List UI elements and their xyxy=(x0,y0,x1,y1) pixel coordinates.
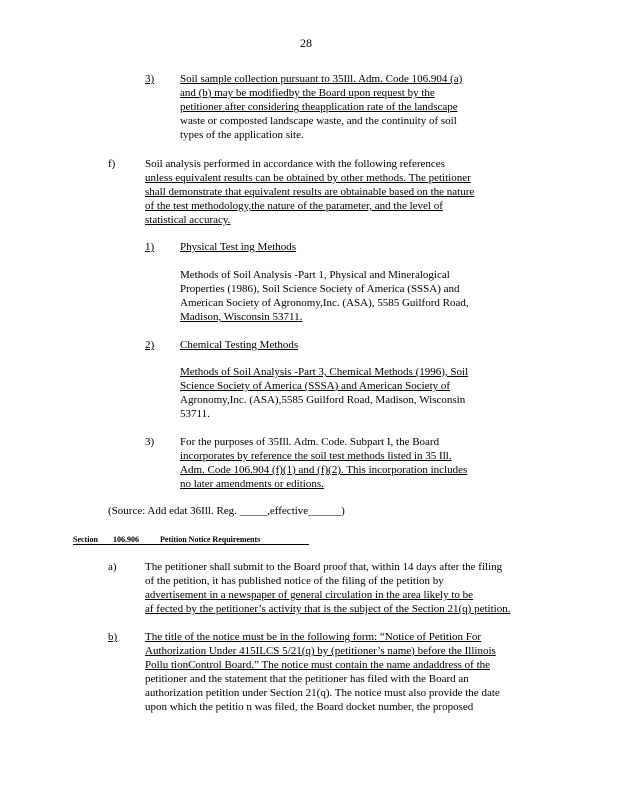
text-line: statistical accuracy. xyxy=(145,214,231,226)
item-2-chemical-number: 2) xyxy=(145,339,155,351)
item-3-purposes-number: 3) xyxy=(145,436,155,448)
text-line: of the petition, it has published notice of the filing of the petition by xyxy=(145,575,444,587)
item-f-number: f) xyxy=(108,158,116,170)
text-line: The petitioner shall submit to the Board proof that, within 14 days after the filing xyxy=(145,561,503,573)
text-line: Methods of Soil Analysis -Part 1, Physical and Mineralogical xyxy=(180,269,450,281)
item-b-number: b) xyxy=(108,631,118,643)
item-3-purposes-text xyxy=(180,435,495,491)
text-line: Authorization Under 415ILCS 5/21(q) by (petitioner’s name) before the Illinois xyxy=(145,645,496,657)
text-line: authorization petition under Section 21(q). The notice must also provide the date xyxy=(145,687,500,699)
text-line: incorporates by reference the soil test methods listed in 35 Ill. xyxy=(180,450,452,462)
text-line: of the test methodology,the nature of the parameter, and the level of xyxy=(145,200,443,212)
text-line: Science Society of America (SSSA) and American Society of xyxy=(180,380,451,392)
item-3-soil-number: 3) xyxy=(145,73,155,85)
text-line: af fected by the petitioner’s activity that is the subject of the Section 21(q) petition. xyxy=(145,603,511,615)
source-note: (Source: Add edat 36Ill. Reg. _____,effective______) xyxy=(108,505,345,517)
text-line: types of the application site. xyxy=(180,129,304,141)
item-1-physical-number: 1) xyxy=(145,241,155,253)
text-line: American Society of Agronomy,Inc. (ASA), 5585 Guilford Road, xyxy=(180,297,469,309)
text-line: Adm. Code 106.904 (f)(1) and (f)(2). This incorporation includes xyxy=(180,464,468,476)
page-number: 28 xyxy=(300,36,312,50)
text-line: upon which the petitio n was filed, the Board docket number, the proposed xyxy=(145,701,474,713)
item-a-number: a) xyxy=(108,561,117,573)
text-line: Soil analysis performed in accordance with the following references xyxy=(145,158,445,170)
section-heading-rule xyxy=(73,544,309,545)
item-2-chemical-text xyxy=(180,365,495,421)
item-2-chemical-heading: Chemical Testing Methods xyxy=(180,339,299,351)
text-line: unless equivalent results can be obtained by other methods. The petitioner xyxy=(145,172,471,184)
text-line: petitioner and the statement that the petitioner has filed with the Board an xyxy=(145,673,469,685)
text-line: waste or composted landscape waste, and the continuity of soil xyxy=(180,115,457,127)
text-line: petitioner after considering theapplication rate of the landscape xyxy=(180,101,458,113)
text-line: Pollu tionControl Board.” The notice must contain the name andaddress of the xyxy=(145,659,491,671)
item-b-text xyxy=(145,630,535,714)
item-f-text xyxy=(145,157,505,227)
text-line: and (b) may be modifiedby the Board upon request by the xyxy=(180,87,435,99)
item-1-physical-heading: Physical Test ing Methods xyxy=(180,241,297,253)
item-1-physical-text xyxy=(180,268,495,324)
item-3-soil-text xyxy=(180,72,495,142)
section-label: Section xyxy=(73,535,98,544)
item-a-text xyxy=(145,560,535,616)
text-line: Madison, Wisconsin 53711. xyxy=(180,311,303,323)
text-line: Soil sample collection pursuant to 35Ill. Adm. Code 106.904 (a) xyxy=(180,73,463,85)
text-line: The title of the notice must be in the following form: “Notice of Petition For xyxy=(145,631,482,643)
text-line: advertisement in a newspaper of general circulation in the area likely to be xyxy=(145,589,474,601)
section-title: Petition Notice Requirements xyxy=(160,535,261,544)
text-line: shall demonstrate that equivalent results are obtainable based on the nature xyxy=(145,186,475,198)
text-line: Properties (1986), Soil Science Society of America (SSSA) and xyxy=(180,283,460,295)
text-line: Agronomy,Inc. (ASA),5585 Guilford Road, Madison, Wisconsin xyxy=(180,394,466,406)
text-line: For the purposes of 35Ill. Adm. Code. Subpart I, the Board xyxy=(180,436,440,448)
section-number: 106.906 xyxy=(113,535,139,544)
text-line: Methods of Soil Analysis -Part 3, Chemical Methods (1996), Soil xyxy=(180,366,469,378)
text-line: 53711. xyxy=(180,408,210,420)
text-line: no later amendments or editions. xyxy=(180,478,324,490)
